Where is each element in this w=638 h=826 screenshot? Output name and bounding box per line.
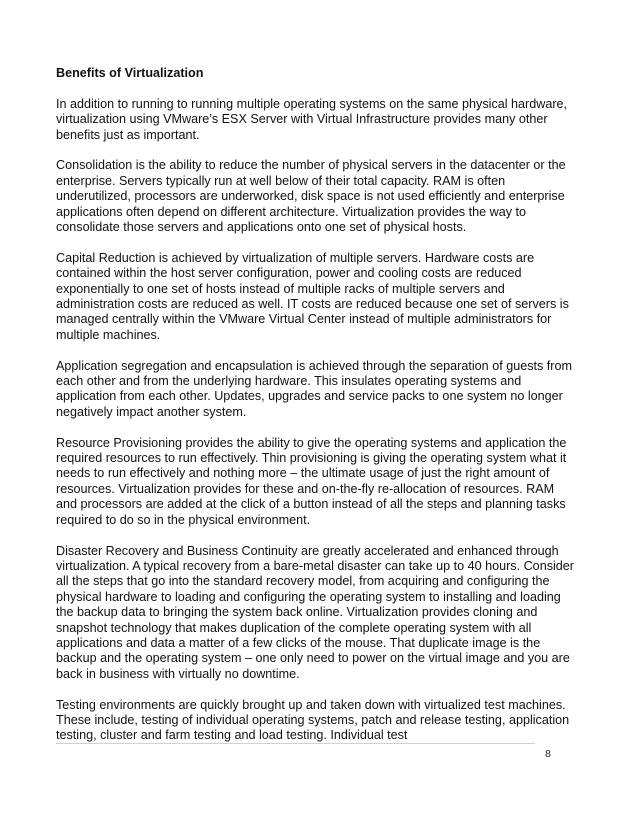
- paragraph-testing-environments: Testing environments are quickly brought up and taken down with virtualized test machines. These include, testing of individual operating systems, patch and release testing, application testing, cluster and farm testing and load testing. Individual test: [56, 697, 570, 743]
- document-body: [56, 66, 576, 759]
- section-heading: Benefits of Virtualization: [56, 66, 204, 80]
- paragraph-resource-provisioning: Resource Provisioning provides the ability to give the operating systems and application the required resources to run effectively. Thin provisioning is giving the operating system what it needs to run effectively and nothing more – the ultimate usage of just the right amount of resources. Virtualization provides for these and on-the-fly re-allocation of resources. RAM and processors are added at the click of a button instead of all the steps and planning tasks required to do so in the physical environment.: [56, 435, 567, 527]
- page-number: 8: [545, 748, 551, 760]
- paragraph-capital-reduction: Capital Reduction is achieved by virtualization of multiple servers. Hardware costs are contained within the host server configuration, power and cooling costs are reduced exponentially to one set of hosts instead of multiple racks of multiple servers and administration costs are reduced as well. IT costs are reduced because one set of servers is managed centrally within the VMware Virtual Center instead of multiple administrators for multiple machines.: [56, 250, 569, 342]
- paragraph-application-segregation: Application segregation and encapsulation is achieved through the separation of guests from each other and from the underlying hardware. This insulates operating systems and application from each other. Updates, upgrades and service packs to one system no longer negatively impact another system.: [56, 358, 572, 419]
- paragraph-intro: In addition to running to running multiple operating systems on the same physical hardware, virtualization using VMware’s ESX Server with Virtual Infrastructure provides many other benefits just as important.: [56, 96, 568, 142]
- paragraph-disaster-recovery: Disaster Recovery and Business Continuity are greatly accelerated and enhanced through virtualization. A typical recovery from a bare-metal disaster can take up to 40 hours. Consider all the steps that go into the standard recovery model, from acquiring and configuring the physical hardware to loading and configuring the operating system to installing and loading the backup data to bringing the system back online. Virtualization provides cloning and snapshot technology that makes duplication of the complete operating system with all applications and data a matter of a few clicks of the mouse. That duplicate image is the backup and the operating system – one only need to power on the virtual image and you are back in business with virtually no downtime.: [56, 543, 574, 681]
- footer-divider: [56, 743, 535, 744]
- paragraph-consolidation: Consolidation is the ability to reduce the number of physical servers in the datacenter or the enterprise. Servers typically run at well below of their total capacity. RAM is often underutilized, processors are underworked, disk space is not used efficiently and enterprise applications often depend on different architecture. Virtualization provides the way to consolidate those servers and applications onto one set of physical hosts.: [56, 158, 566, 235]
